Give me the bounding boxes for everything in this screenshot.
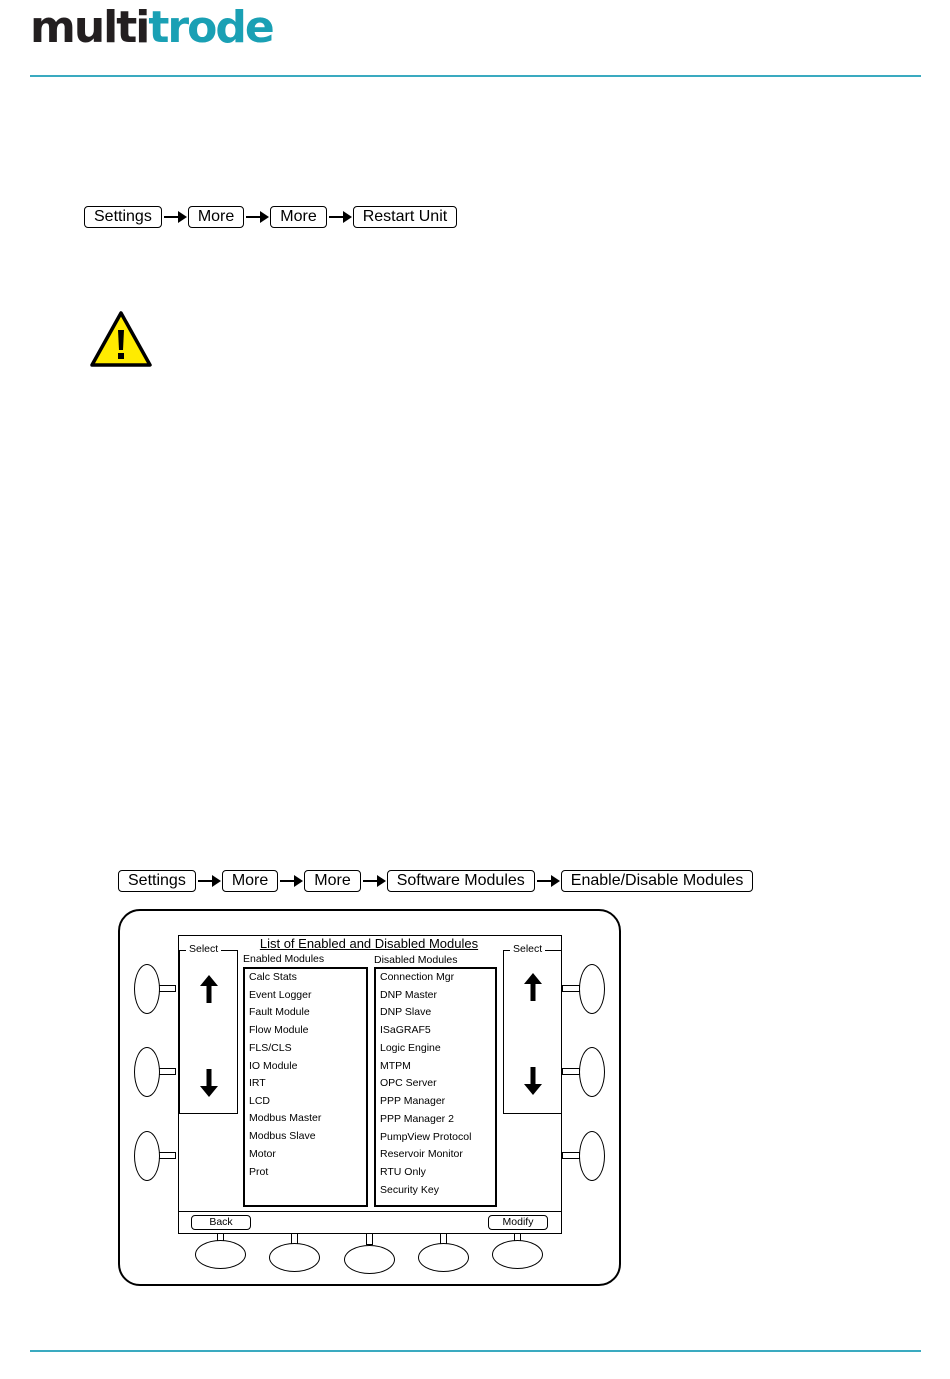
arrow-right-icon: [196, 875, 222, 887]
list-item: Fault Module: [249, 1006, 310, 1018]
right-select-panel: [503, 943, 562, 1114]
list-item: Flow Module: [249, 1024, 309, 1036]
path-more-key: More: [304, 870, 360, 892]
right-softkey-3: [579, 1131, 605, 1181]
list-item: LCD: [249, 1095, 271, 1107]
left-softkey-3: [134, 1131, 160, 1181]
list-item: Event Logger: [249, 989, 312, 1001]
arrow-right-icon: [535, 875, 561, 887]
side-button-stem: [562, 1152, 580, 1159]
arrow-down-icon: [524, 1067, 542, 1095]
screen-divider: [179, 1211, 561, 1212]
bottom-button-stem: [366, 1233, 373, 1245]
arrow-right-icon: [162, 211, 188, 223]
right-softkey-2: [579, 1047, 605, 1097]
screen-title: List of Enabled and Disabled Modules: [259, 936, 479, 951]
select-label: Select: [510, 943, 545, 955]
device-screen: [178, 935, 562, 1234]
left-softkey-2: [134, 1047, 160, 1097]
bottom-softkey-1: [195, 1240, 246, 1269]
list-item: PumpView Protocol: [380, 1131, 472, 1143]
arrow-right-icon: [327, 211, 353, 223]
side-button-stem: [562, 1068, 580, 1075]
list-item: ISaGRAF5: [380, 1024, 431, 1036]
restart-unit-path: [84, 206, 457, 228]
disabled-modules-header: Disabled Modules: [374, 954, 458, 966]
list-item: RTU Only: [380, 1166, 426, 1178]
enabled-modules-list: [243, 967, 368, 1207]
disabled-modules-list: [374, 967, 497, 1207]
side-button-stem: [158, 985, 176, 992]
path-restart-unit-key: Restart Unit: [353, 206, 457, 228]
arrow-down-icon: [200, 1069, 218, 1097]
enabled-modules-header: Enabled Modules: [243, 953, 325, 965]
list-item: Logic Engine: [380, 1042, 441, 1054]
arrow-up-icon: [524, 973, 542, 1001]
list-item: MTPM: [380, 1060, 411, 1072]
left-select-panel: [179, 943, 238, 1114]
bottom-softkey-3: [344, 1245, 395, 1274]
list-item: Prot: [249, 1166, 269, 1178]
list-item: Calc Stats: [249, 971, 297, 983]
list-item: IRT: [249, 1077, 266, 1089]
list-item: Modbus Master: [249, 1112, 322, 1124]
arrow-up-icon: [200, 975, 218, 1003]
list-item: Connection Mgr: [380, 971, 455, 983]
list-item: Modbus Slave: [249, 1130, 316, 1142]
list-item: Security Key: [380, 1184, 439, 1196]
modify-button: Modify: [488, 1215, 548, 1230]
path-more-key: More: [222, 870, 278, 892]
logo-text-trode: trode: [148, 2, 273, 53]
path-settings-key: Settings: [118, 870, 196, 892]
path-enable-disable-modules-key: Enable/Disable Modules: [561, 870, 754, 892]
right-softkey-1: [579, 964, 605, 1014]
arrow-right-icon: [244, 211, 270, 223]
multitrode-logo: [30, 2, 273, 54]
select-label: Select: [186, 943, 221, 955]
left-softkey-1: [134, 964, 160, 1014]
enable-disable-modules-path: [118, 870, 753, 892]
bottom-softkey-2: [269, 1243, 320, 1272]
path-more-key: More: [270, 206, 326, 228]
back-button: Back: [191, 1215, 251, 1230]
bottom-softkey-4: [418, 1243, 469, 1272]
list-item: PPP Manager: [380, 1095, 446, 1107]
list-item: DNP Slave: [380, 1006, 432, 1018]
list-item: OPC Server: [380, 1077, 437, 1089]
list-item: IO Module: [249, 1060, 298, 1072]
footer-rule: [30, 1350, 921, 1352]
list-item: Motor: [249, 1148, 276, 1160]
header-rule: [30, 75, 921, 77]
side-button-stem: [158, 1152, 176, 1159]
list-item: FLS/CLS: [249, 1042, 292, 1054]
list-item: PPP Manager 2: [380, 1113, 454, 1125]
arrow-right-icon: [278, 875, 304, 887]
list-item: Reservoir Monitor: [380, 1148, 463, 1160]
side-button-stem: [562, 985, 580, 992]
warning-icon: [89, 310, 153, 368]
path-settings-key: Settings: [84, 206, 162, 228]
path-software-modules-key: Software Modules: [387, 870, 535, 892]
list-item: DNP Master: [380, 989, 437, 1001]
logo-text-multi: multi: [30, 2, 149, 53]
side-button-stem: [158, 1068, 176, 1075]
path-more-key: More: [188, 206, 244, 228]
bottom-softkey-5: [492, 1240, 543, 1269]
arrow-right-icon: [361, 875, 387, 887]
